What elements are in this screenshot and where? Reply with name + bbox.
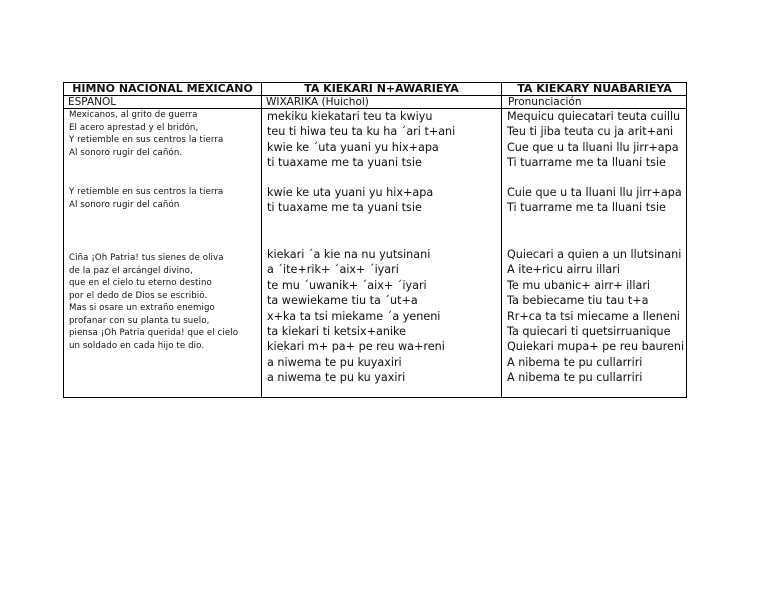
verse-line: kwie ke ´uta yuani yu hix+apa <box>267 140 439 154</box>
verse-line: profanar con su planta tu suelo, <box>69 315 210 326</box>
verse-line: Quiecari a quien a un llutsinani <box>507 248 682 261</box>
spanish-stanza-1 <box>69 109 223 159</box>
verse-line: kiekari ´a kie na nu yutsinani <box>267 248 431 261</box>
verse-line: Y retiemble en sus centros la tierra <box>69 187 224 197</box>
verse-line: teu ti hiwa teu ta ku ha ´ari t+ani <box>267 125 456 139</box>
header-wixarika: TA KIEKARI N+AWARIEYA <box>304 82 459 95</box>
header-spanish: HIMNO NACIONAL MEXICANO <box>72 82 253 95</box>
verse-line: a niwema te pu ku yaxiri <box>267 371 406 385</box>
anthem-table <box>63 82 687 398</box>
verse-line: ta wewiekame tiu ta ´ut+a <box>267 294 418 308</box>
verse-line: Mexicanos, al grito de guerra <box>69 110 198 120</box>
verse-line: Te mu ubanic+ airr+ illari <box>507 278 651 292</box>
verse-line: Quiekari mupa+ pe reu baureni <box>507 340 685 354</box>
verse-line: que en el cielo tu eterno destino <box>69 278 212 288</box>
verse-line: kiekari m+ pa+ pe reu wa+reni <box>267 340 445 354</box>
verse-line: a niwema te pu kuyaxiri <box>267 355 402 369</box>
wixarika-stanza-3 <box>267 247 445 386</box>
verse-line: a ´ite+rik+ ´aix+ ´iyari <box>267 263 399 277</box>
verse-line: Cuie que u ta lluani llu jirr+apa <box>507 186 682 199</box>
verse-line: de la paz el arcángel divino, <box>69 265 193 276</box>
verse-line: Al sonoro rugir del cañón <box>69 199 180 210</box>
pronunciation-stanza-1 <box>507 109 680 171</box>
verse-line: Al sonoro rugir del cañón. <box>69 147 183 158</box>
verse-line: Mas si osare un extraño enemigo <box>69 303 215 313</box>
verse-line: te mu ´uwanik+ ´aix+ ´iyari <box>267 278 427 292</box>
verse-line: A nibema te pu cullarriri <box>507 355 643 369</box>
spanish-stanza-3 <box>69 252 238 352</box>
verse-line: A nibema te pu cullarriri <box>507 371 643 385</box>
header-pronunciation: TA KIEKARY NUABARIEYA <box>517 82 672 95</box>
verse-line: Ta quiecari ti quetsirruanique <box>507 325 671 339</box>
verse-line: Ta bebiecame tiu tau t+a <box>507 294 649 308</box>
wixarika-stanza-2 <box>267 185 433 216</box>
verse-line: mekiku kiekatari teu ta kwiyu <box>267 110 433 123</box>
verse-line: ti tuaxame me ta yuani tsie <box>267 156 422 170</box>
verse-line: kwie ke uta yuani yu hix+apa <box>267 186 434 199</box>
subheader-spanish: ESPAÑOL <box>68 96 117 108</box>
header-divider <box>64 95 686 96</box>
verse-line: El acero aprestad y el bridón, <box>69 122 199 133</box>
pronunciation-stanza-3 <box>507 247 684 386</box>
verse-line: ta kiekari ti ketsix+anike <box>267 325 407 339</box>
verse-line: piensa ¡Oh Patria querida! que el cielo <box>69 328 239 338</box>
verse-line: Mequicu quiecatari teuta cuillu <box>507 110 681 123</box>
verse-line: x+ka ta tsi miekame ´a yeneni <box>267 309 441 323</box>
wixarika-stanza-1 <box>267 109 455 171</box>
verse-line: Cue que u ta lluani llu jirr+apa <box>507 140 679 154</box>
pronunciation-stanza-2 <box>507 185 682 216</box>
verse-line: Teu ti jiba teuta cu ja arit+ani <box>507 125 674 139</box>
verse-line: Rr+ca ta tsi miecame a lleneni <box>507 309 680 323</box>
verse-line: por el dedo de Dios se escribió. <box>69 290 208 301</box>
verse-line: Y retiemble en sus centros la tierra <box>69 135 224 145</box>
subheader-pronunciation: Pronunciación <box>508 96 582 108</box>
verse-line: Ti tuarrame me ta lluani tsie <box>507 156 666 170</box>
verse-line: ti tuaxame me ta yuani tsie <box>267 201 422 215</box>
verse-line: A ite+ricu airru illari <box>507 263 620 277</box>
verse-line: Ciña ¡Oh Patria! tus sienes de oliva <box>69 253 224 263</box>
column-divider-1 <box>261 83 262 397</box>
verse-line: un soldado en cada hijo te dio. <box>69 340 205 351</box>
subheader-wixarika: WIXARIKA (Huichol) <box>266 96 369 108</box>
verse-line: Ti tuarrame me ta lluani tsie <box>507 201 666 215</box>
column-divider-2 <box>501 83 502 397</box>
spanish-stanza-2 <box>69 186 223 211</box>
